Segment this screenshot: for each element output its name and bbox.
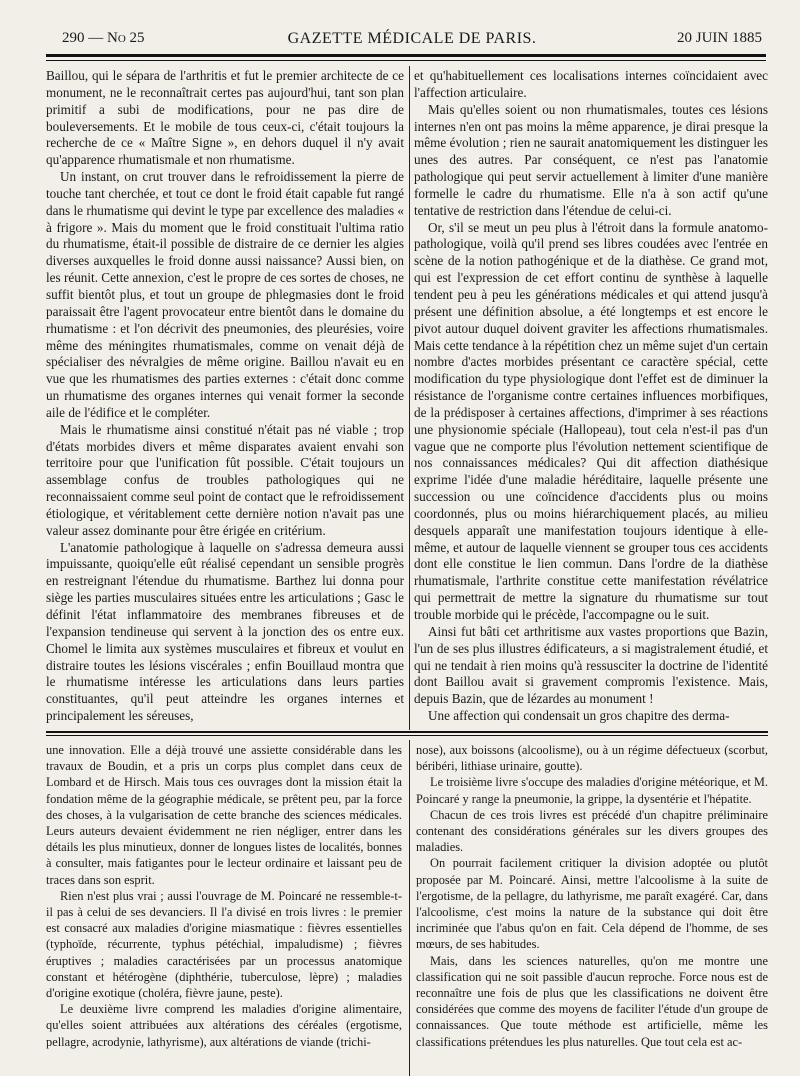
lower-left-column xyxy=(46,742,402,1072)
section-rule-thin xyxy=(46,735,768,736)
header-rule-thin xyxy=(46,60,766,61)
page-number-issue: 290 — No 25 xyxy=(62,30,145,46)
paragraph: Mais, dans les sciences naturelles, qu'on me montre une classification qui ne soit passible d'aucun reproche. Force nous est de reconnaître une fois de plus que les classifications ne doivent être considérées que comme des moyens de faciliter l'étude d'un groupe de connaissances. Que toute méthode est artificielle, même les classifications prétendues les plus naturelles. Que tout cela est ac- xyxy=(416,953,768,1049)
upper-right-column xyxy=(414,68,768,728)
paragraph: et qu'habituellement ces localisations internes coïncidaient avec l'affection articulaire. xyxy=(414,68,768,100)
paragraph: Le troisième livre s'occupe des maladies d'origine météorique, et M. Poincaré y range la pneumonie, la grippe, la dysentérie et l'hépatite. xyxy=(416,775,768,806)
paragraph: L'anatomie pathologique à laquelle on s'adressa demeura aussi impuissante, quoiqu'elle eût réalisé cependant un sensible progrès en restreignant l'étendue du rhumatisme. Barthez lui donna pour siège les parties musculaires situées entre les articulations ; Gasc le définit l'état inflammatoire des membranes fibreuses et de l'expansion tendineuse qui servent à la jonction des os entre eux. Chomel le limita aux systèmes musculaires et fibreux et voulut en distraire toutes les lésions viscérales ; enfin Bouillaud montra que le rhumatisme intéresse les articulations dans leurs parties constituantes, qu'il peut atteindre les organes internes et principalement les séreuses, xyxy=(46,539,404,724)
paragraph: Chacun de ces trois livres est précédé d'un chapitre préliminaire contenant des considérations générales sur les divers groupes des maladies. xyxy=(416,807,768,855)
paragraph: On pourrait facilement critiquer la division adoptée ou plutôt proposée par M. Poincaré. Ainsi, mettre l'alcoolisme à la suite de l'ergotisme, de la pellagre, du lathyrisme, me paraît exagéré. Car, dans l'alcoolisme, c'est moins la nature de la substance qui doit être incriminée que l'abus qu'on en fait. Cela dépend de l'homme, de ses mœurs, de ses habitudes. xyxy=(416,856,768,952)
paragraph: Mais le rhumatisme ainsi constitué n'était pas né viable ; trop d'états morbides divers et même disparates avaient envahi son territoire pour que l'unification fût possible. C'était toujours un assemblage confus de troubles pathologiques qui ne reconnaissaient comme seul point de contact que le refroidissement étiologique, et véritablement cette dernière notion n'avait pas une valeur assez dominante pour être érigée en critérium. xyxy=(46,421,404,538)
page-number: 290 xyxy=(62,30,85,46)
upper-left-column xyxy=(46,68,404,728)
issue-number: No 25 xyxy=(107,30,145,46)
paragraph: une innovation. Elle a déjà trouvé une assiette considérable dans les travaux de Boudin, et a pris un corps plus complet dans ceux de Lombard et de Hirsch. Mais tous ces ouvrages dont la mission était la fondation même de la géographie médicale, se prêtent peu, par la force des choses, à la vulgarisation de cette branche des sciences médicales. Leurs auteurs devaient évidemment ne rien négliger, entrer dans les détails les plus minutieux, donner de longues listes de localités, bonnes à consulter, mais fatigantes pour le lecteur ordinaire et laissant peu de traces dans son esprit. xyxy=(46,743,402,887)
paragraph: Or, s'il se meut un peu plus à l'étroit dans la formule anatomo-pathologique, voilà qu'il prend ses libres coudées avec l'entrée en scène de la notion pathogénique et de la diathèse. Ce grand mot, qui est l'expression de cet effort continu de synthèse à laquelle tendent peu à peu les générations médicales et qui attend jusqu'à présent une définition absolue, a été longtemps et est encore le pivot autour duquel doivent graviter les affections rhumatismales. Mais cette tendance à la répétition chez un même sujet d'un certain nombre d'actes morbides présentant ce caractère spécial, cette modification du type physiologique dont l'effet est de diminuer la résistance de l'organisme contre certaines influences morbifiques, de la prédisposer à certaines affections, d'imprimer à ses réactions une physionomie spéciale (Hallopeau), tout cela n'est-il pas d'un vague que ne comporte plus l'évolution nettement scientifique de nos connaissances médicales? Qui dit affection diathésique exprime l'idée d'une maladie héréditaire, laquelle présente une succession ou une coïncidence d'accidents plus ou moins coordonnés, plus ou moins hiérarchiquement placés, au milieu desquels apparaît une manifestation toujours identique à elle-même, et autour de laquelle viennent se grouper tous ces accidents dont elle constitue le lien commun. Dans l'ordre de la diathèse rhumatismale, l'arthrite constitue cette manifestation révélatrice qui permettrait de mettre la signature du rhumatisme sur tout trouble morbide qui le précède, l'accompagne ou le suit. xyxy=(414,219,768,622)
paragraph: Le deuxième livre comprend les maladies d'origine alimentaire, qu'elles soient attribuées aux altérations des céréales (ergotisme, pellagre, acrodynie, lathyrisme), aux altérations de viande (trichi- xyxy=(46,1002,402,1049)
paragraph: Un instant, on crut trouver dans le refroidissement la pierre de touche tant cherchée, et tout ce dont le froid était capable fut rangé dans le rhumatisme qui devint le type par excellence des maladies « à frigore ». Mais du moment que le froid constituait l'ultima ratio du rhumatisme, était-il possible de distraire de ce dernier les algies diverses auxquelles le froid donne aussi naissance? Aussi bien, on les réunit. Cette annexion, c'est le propre de ces sortes de choses, ne suffit bientôt plus, et tout un groupe de phlegmasies dont le froid paraissait être l'agent provocateur entre bientôt dans le domaine du rhumatisme : et l'on décrivit des pneumonies, des pleurésies, voire même des méningites rhumatismales, comme on venait déjà de spécialiser des névralgies de même origine. Baillou n'avait eu en vue que les rhumatismes des parties externes : c'était donc comme un rhumatisme des organes internes qui venait former la seconde aile de l'édifice et le compléter. xyxy=(46,169,404,420)
paragraph: Mais qu'elles soient ou non rhumatismales, toutes ces lésions internes n'en ont pas moins la même apparence, je dirai presque la même évolution ; rien ne saurait anatomiquement les distinguer les unes des autres. Par conséquent, ce n'est pas l'anatomie pathologique qui peut servir actuellement à limiter d'une manière formelle le cadre du rhumatisme. Elle n'a à son actif qu'une tentative de restriction dans l'étendue de celui-ci. xyxy=(414,101,768,218)
section-rule-thick xyxy=(46,731,768,733)
column-divider xyxy=(409,740,410,1076)
journal-title: GAZETTE MÉDICALE DE PARIS. xyxy=(287,30,537,47)
paragraph: Une affection qui condensait un gros chapitre des derma- xyxy=(428,708,730,724)
page-header xyxy=(62,30,762,52)
column-divider xyxy=(409,66,410,730)
lower-right-column xyxy=(416,742,768,1072)
paragraph: Ainsi fut bâti cet arthritisme aux vastes proportions que Bazin, l'un de ses plus illustres édificateurs, a si magistralement étudié, et qui ne tendait à rien moins qu'à ressusciter la doctrine de l'identité dont Baillou avait si gravement compromis l'existence. Mais, depuis Bazin, que de lézardes au monument ! xyxy=(414,623,768,707)
header-rule-thick xyxy=(46,54,766,57)
paragraph: Rien n'est plus vrai ; aussi l'ouvrage de M. Poincaré ne ressemble-t-il pas à celui de ses devanciers. Il l'a divisé en trois livres : le premier est consacré aux maladies d'origine miasmatique : fièvres essentielles (typhoïde, récurrente, typhus pétéchial, impaludisme) ; fièvres éruptives ; maladies caractérisées par un processus anatomique constant et hétérogène (diphthérie, tuberculose, lèpre) ; maladies d'origine exotique (choléra, fièvre jaune, peste). xyxy=(46,888,402,1001)
paragraph: nose), aux boissons (alcoolisme), ou à un régime défectueux (scorbut, béribéri, lithiase urinaire, goutte). xyxy=(416,743,768,774)
paragraph: Baillou, qui le sépara de l'arthritis et fut le premier architecte de ce monument, ne le reconnaîtrait certes pas aujourd'hui, tant son plan primitif a subi de modifications, pour ne pas dire de bouleversements. Et le mobile de tous ceux-ci, c'était toujours la recherche de ce « Maître Signe », en dehors duquel il n'y avait qu'apparence rhumatismale et non rhumatisme. xyxy=(46,68,404,168)
issue-date: 20 JUIN 1885 xyxy=(677,30,762,46)
